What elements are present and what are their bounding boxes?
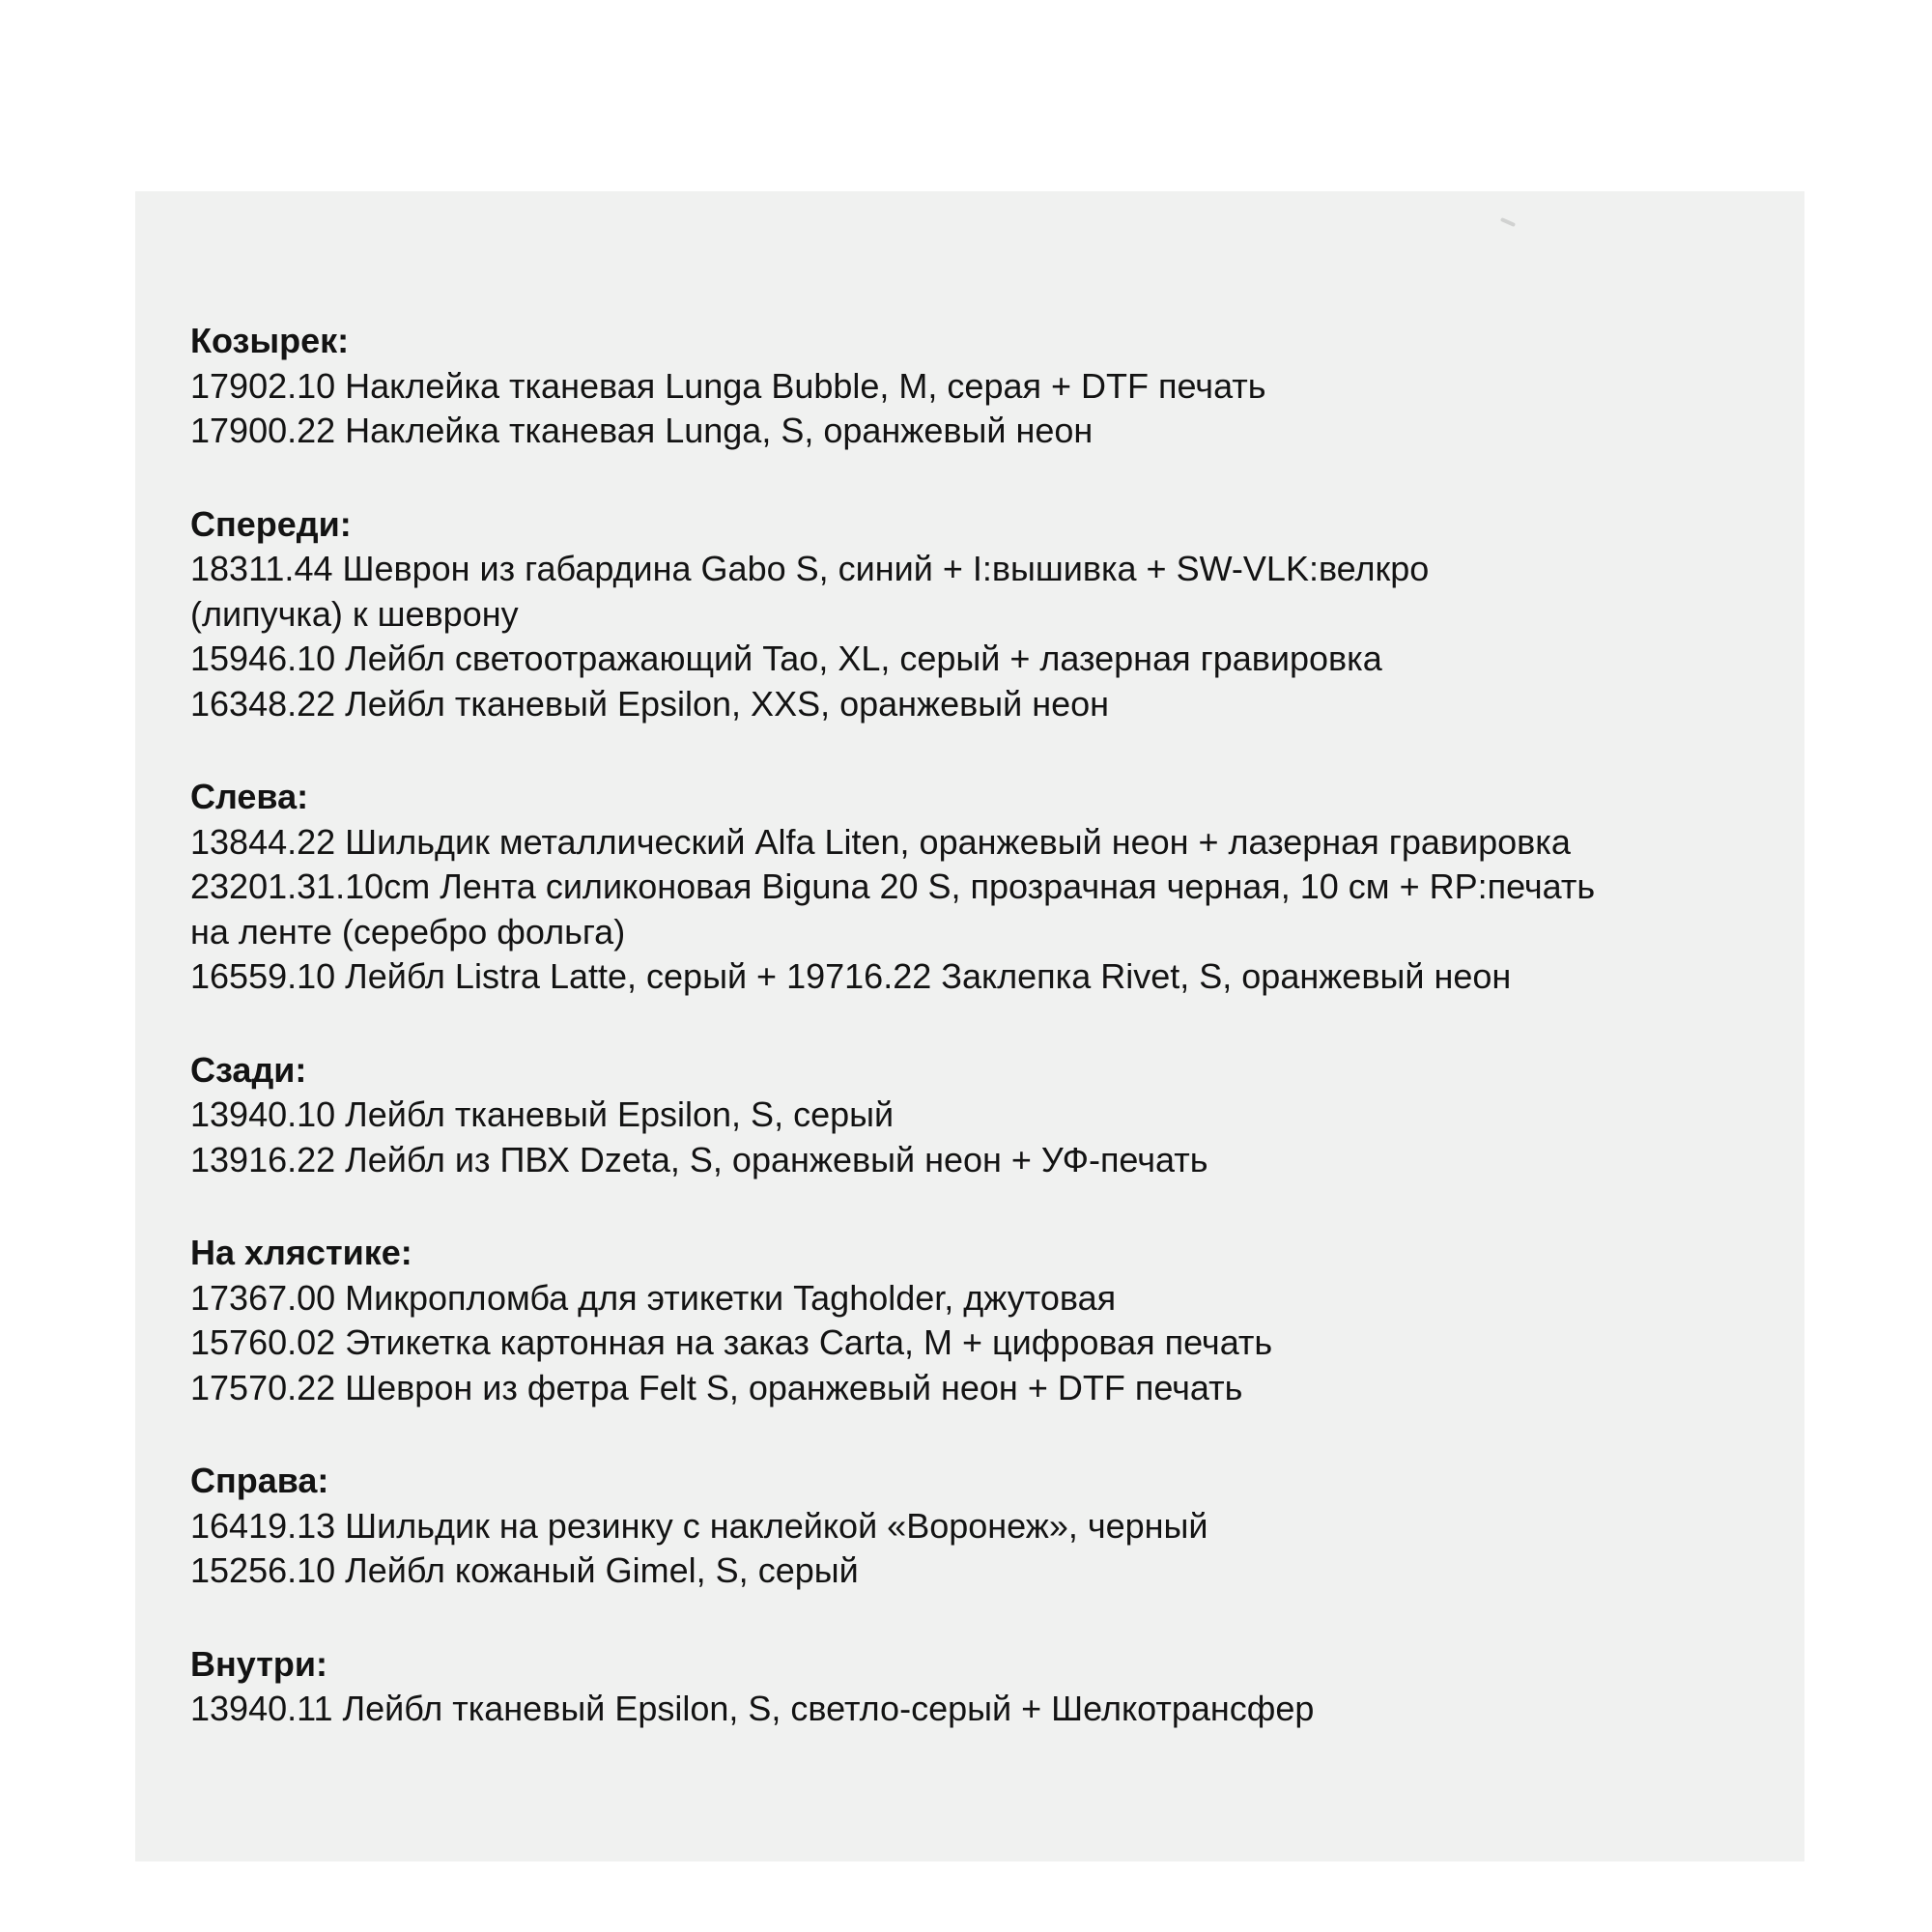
spec-line: 15946.10 Лейбл светоотражающий Tao, XL, серый + лазерная гравировка bbox=[190, 639, 1382, 678]
section-heading: Козырек: bbox=[190, 321, 350, 360]
spec-line: 17902.10 Наклейка тканевая Lunga Bubble, M, серая + DTF печать bbox=[190, 365, 1266, 406]
spec-line: 23201.31.10cm Лента силиконовая Biguna 20 S, прозрачная черная, 10 см + RP:печать bbox=[190, 867, 1596, 906]
spec-line: 16419.13 Шильдик на резинку с наклейкой «Воронеж», черный bbox=[190, 1505, 1208, 1546]
spec-line: 18311.44 Шеврон из габардина Gabo S, синий + I:вышивка + SW-VLK:велкро bbox=[190, 549, 1430, 588]
section-heading: Спереди: bbox=[190, 503, 352, 544]
spec-section bbox=[190, 1642, 1766, 1732]
speck-artifact bbox=[1500, 217, 1516, 227]
section-heading: На хлястике: bbox=[190, 1233, 412, 1272]
section-heading: Справа: bbox=[190, 1461, 329, 1500]
section-heading: Внутри: bbox=[190, 1643, 327, 1684]
spec-line: 15760.02 Этикетка картонная на заказ Carta, M + цифровая печать bbox=[190, 1322, 1273, 1362]
spec-line: 13844.22 Шильдик металлический Alfa Liten, оранжевый неон + лазерная гравировка bbox=[190, 821, 1571, 862]
section-heading: Слева: bbox=[190, 777, 309, 816]
spec-section bbox=[190, 319, 1766, 454]
spec-line: 13940.10 Лейбл тканевый Epsilon, S, серый bbox=[190, 1094, 895, 1134]
spec-line: 16348.22 Лейбл тканевый Epsilon, XXS, оранжевый неон bbox=[190, 683, 1110, 724]
spec-line: 13940.11 Лейбл тканевый Epsilon, S, светло-серый + Шелкотрансфер bbox=[190, 1689, 1315, 1728]
spec-sections bbox=[190, 319, 1766, 1732]
spec-section bbox=[190, 775, 1766, 1000]
spec-line: (липучка) к шеврону bbox=[190, 593, 519, 634]
section-heading: Сзади: bbox=[190, 1049, 307, 1090]
spec-section bbox=[190, 502, 1766, 727]
spec-line: на ленте (серебро фольга) bbox=[190, 911, 626, 952]
spec-section bbox=[190, 1048, 1766, 1183]
spec-line: 17570.22 Шеврон из фетра Felt S, оранжевый неон + DTF печать bbox=[190, 1367, 1243, 1407]
spec-line: 17900.22 Наклейка тканевая Lunga, S, оранжевый неон bbox=[190, 411, 1094, 450]
spec-section bbox=[190, 1459, 1766, 1594]
spec-line: 13916.22 Лейбл из ПВХ Dzeta, S, оранжевый неон + УФ-печать bbox=[190, 1139, 1208, 1179]
spec-line: 16559.10 Лейбл Listra Latte, серый + 19716.22 Заклепка Rivet, S, оранжевый неон bbox=[190, 956, 1512, 996]
spec-line: 15256.10 Лейбл кожаный Gimel, S, серый bbox=[190, 1550, 859, 1590]
spec-line: 17367.00 Микропломба для этикетки Tagholder, джутовая bbox=[190, 1277, 1117, 1318]
spec-panel bbox=[135, 191, 1804, 1861]
spec-section bbox=[190, 1231, 1766, 1410]
